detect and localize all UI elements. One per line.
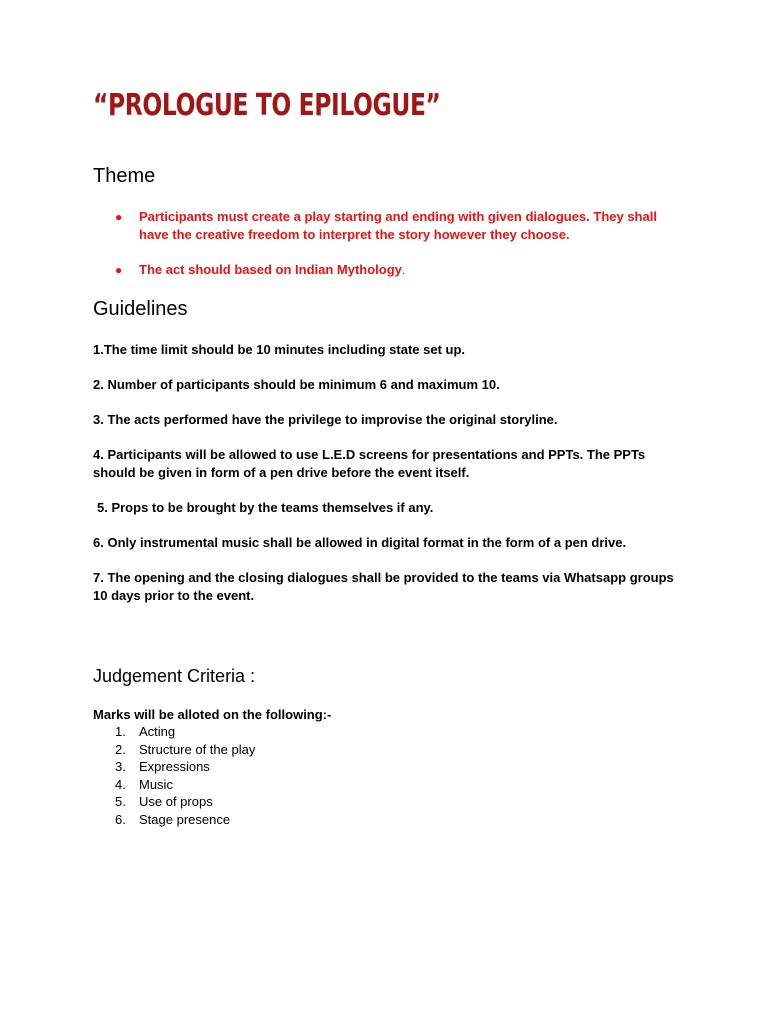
criteria-label: Structure of the play bbox=[139, 741, 256, 757]
theme-bullet-list bbox=[93, 208, 683, 296]
criteria-label: Stage presence bbox=[139, 811, 231, 827]
criteria-item bbox=[93, 758, 255, 776]
criteria-label: Acting bbox=[139, 724, 176, 739]
criteria-item bbox=[93, 811, 255, 829]
guideline-item: 6. Only instrumental music shall be allowed in digital format in the form of a pen drive. bbox=[93, 535, 627, 550]
theme-bullet-text: Participants must create a play starting and ending with given dialogues. They shall have the creative freedom to interpret the story however they choose. bbox=[139, 209, 657, 242]
theme-bullet-text: The act should based on Indian Mythology bbox=[139, 262, 402, 277]
theme-bullet-tail: . bbox=[401, 262, 406, 277]
criteria-number: 5. bbox=[115, 794, 126, 810]
criteria-list bbox=[93, 723, 255, 829]
criteria-number: 4. bbox=[115, 776, 126, 792]
theme-bullet-item bbox=[93, 208, 683, 244]
criteria-number: 3. bbox=[115, 759, 126, 775]
theme-bullet-item bbox=[93, 261, 683, 279]
guideline-item: 7. The opening and the closing dialogues shall be provided to the teams via Whatsapp groups 10 days prior to the event. bbox=[93, 570, 674, 603]
criteria-label: Music bbox=[139, 776, 173, 792]
criteria-number: 6. bbox=[115, 811, 126, 827]
marks-intro-text: Marks will be alloted on the following:- bbox=[93, 707, 332, 722]
guidelines-heading: Guidelines bbox=[93, 298, 188, 320]
theme-heading: Theme bbox=[93, 165, 156, 187]
criteria-number: 1. bbox=[115, 724, 126, 739]
criteria-number: 2. bbox=[115, 741, 126, 757]
criteria-label: Use of props bbox=[139, 794, 213, 810]
criteria-item bbox=[93, 793, 255, 811]
guideline-item: 4. Participants will be allowed to use L.E.D screens for presentations and PPTs. The PPTs should be given in form of a pen drive before the event itself. bbox=[93, 447, 646, 480]
bullet-dot-icon: ● bbox=[115, 263, 123, 277]
document-title: “PROLOGUE TO EPILOGUE” bbox=[93, 88, 441, 123]
guideline-item: 2. Number of participants should be minimum 6 and maximum 10. bbox=[93, 377, 500, 392]
criteria-item bbox=[93, 776, 255, 794]
guideline-item: 3. The acts performed have the privilege to improvise the original storyline. bbox=[93, 412, 558, 427]
criteria-item bbox=[93, 723, 255, 741]
criteria-label: Expressions bbox=[139, 759, 210, 775]
guideline-item: 1.The time limit should be 10 minutes including state set up. bbox=[93, 342, 466, 357]
guideline-item: 5. Props to be brought by the teams themselves if any. bbox=[97, 500, 434, 515]
criteria-item bbox=[93, 741, 255, 759]
bullet-dot-icon: ● bbox=[115, 210, 123, 224]
judgement-heading: Judgement Criteria : bbox=[93, 666, 256, 686]
